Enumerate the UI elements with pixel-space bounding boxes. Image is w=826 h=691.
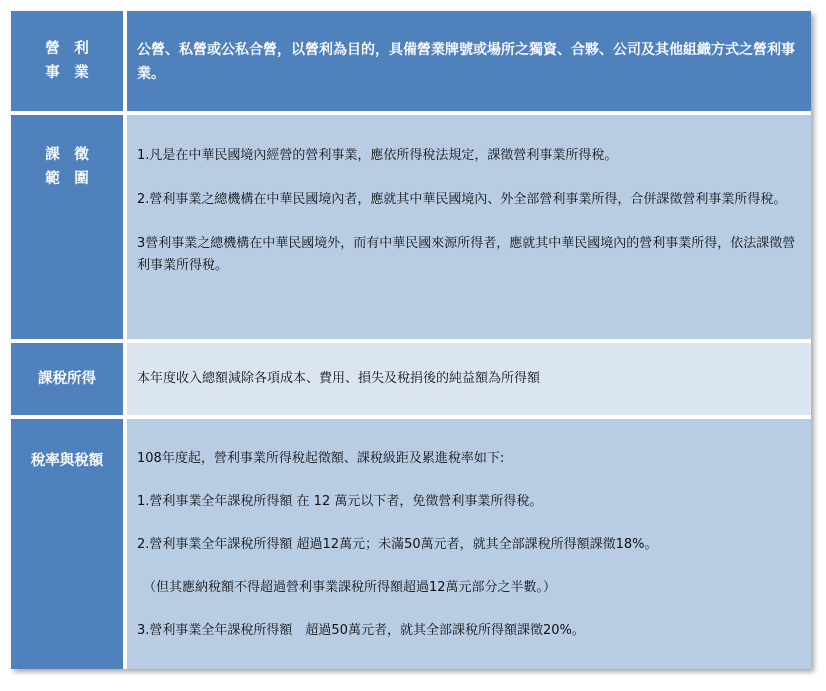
row-value <box>127 419 811 669</box>
row-tax-scope <box>11 115 811 339</box>
row-label-text: 課稅所得 <box>38 371 96 387</box>
row-taxable-income <box>11 343 811 415</box>
row-label <box>11 115 123 339</box>
row-label <box>11 343 123 415</box>
row-value <box>127 11 811 111</box>
definition-text: 公營、私營或公私合營，以營利為目的，具備營業牌號或場所之獨資、合夥、公司及其他組織方式之營利事業。 <box>137 42 795 82</box>
row-value <box>127 115 811 339</box>
row-label <box>11 419 123 669</box>
taxable-income-text: 本年度收入總額減除各項成本、費用、損失及稅捐後的純益額為所得額 <box>137 371 541 386</box>
rate-item: 2.營利事業全年課稅所得額 超過12萬元；未滿50萬元者，就其全部課稅所得額課徵18%。 <box>137 537 658 552</box>
rate-item: 1.營利事業全年課稅所得額 在 12 萬元以下者，免徵營利事業所得稅。 <box>137 494 543 509</box>
row-profit-enterprise <box>11 11 811 111</box>
row-label <box>11 11 123 111</box>
scope-item: 2.營利事業之總機構在中華民國境內者，應就其中華民國境內、外全部營利事業所得，合併課徵營利事業所得稅。 <box>137 192 787 207</box>
row-label-line: 課 徵 <box>45 147 89 163</box>
row-label-text: 稅率與稅額 <box>30 453 104 469</box>
tax-info-table <box>11 11 811 669</box>
scope-item: 1.凡是在中華民國境內經營的營利事業，應依所得稅法規定，課徵營利事業所得稅。 <box>137 148 618 163</box>
scope-item: 3營利事業之總機構在中華民國境外，而有中華民國來源所得者，應就其中華民國境內的營利事業所得，依法課徵營利事業所得稅。 <box>137 236 796 273</box>
rate-note: （但其應納稅額不得超過營利事業課稅所得額超過12萬元部分之半數。） <box>143 580 557 595</box>
rate-intro: 108年度起，營利事業所得稅起徵額、課稅級距及累進稅率如下: <box>137 451 505 466</box>
row-value <box>127 343 811 415</box>
row-label-line: 事 業 <box>45 65 89 81</box>
rate-item: 3.營利事業全年課稅所得額 超過50萬元者，就其全部課稅所得額課徵20%。 <box>137 623 585 638</box>
row-label-line: 範 圍 <box>45 171 89 187</box>
row-label-line: 營 利 <box>45 41 89 57</box>
row-tax-rate <box>11 419 811 669</box>
